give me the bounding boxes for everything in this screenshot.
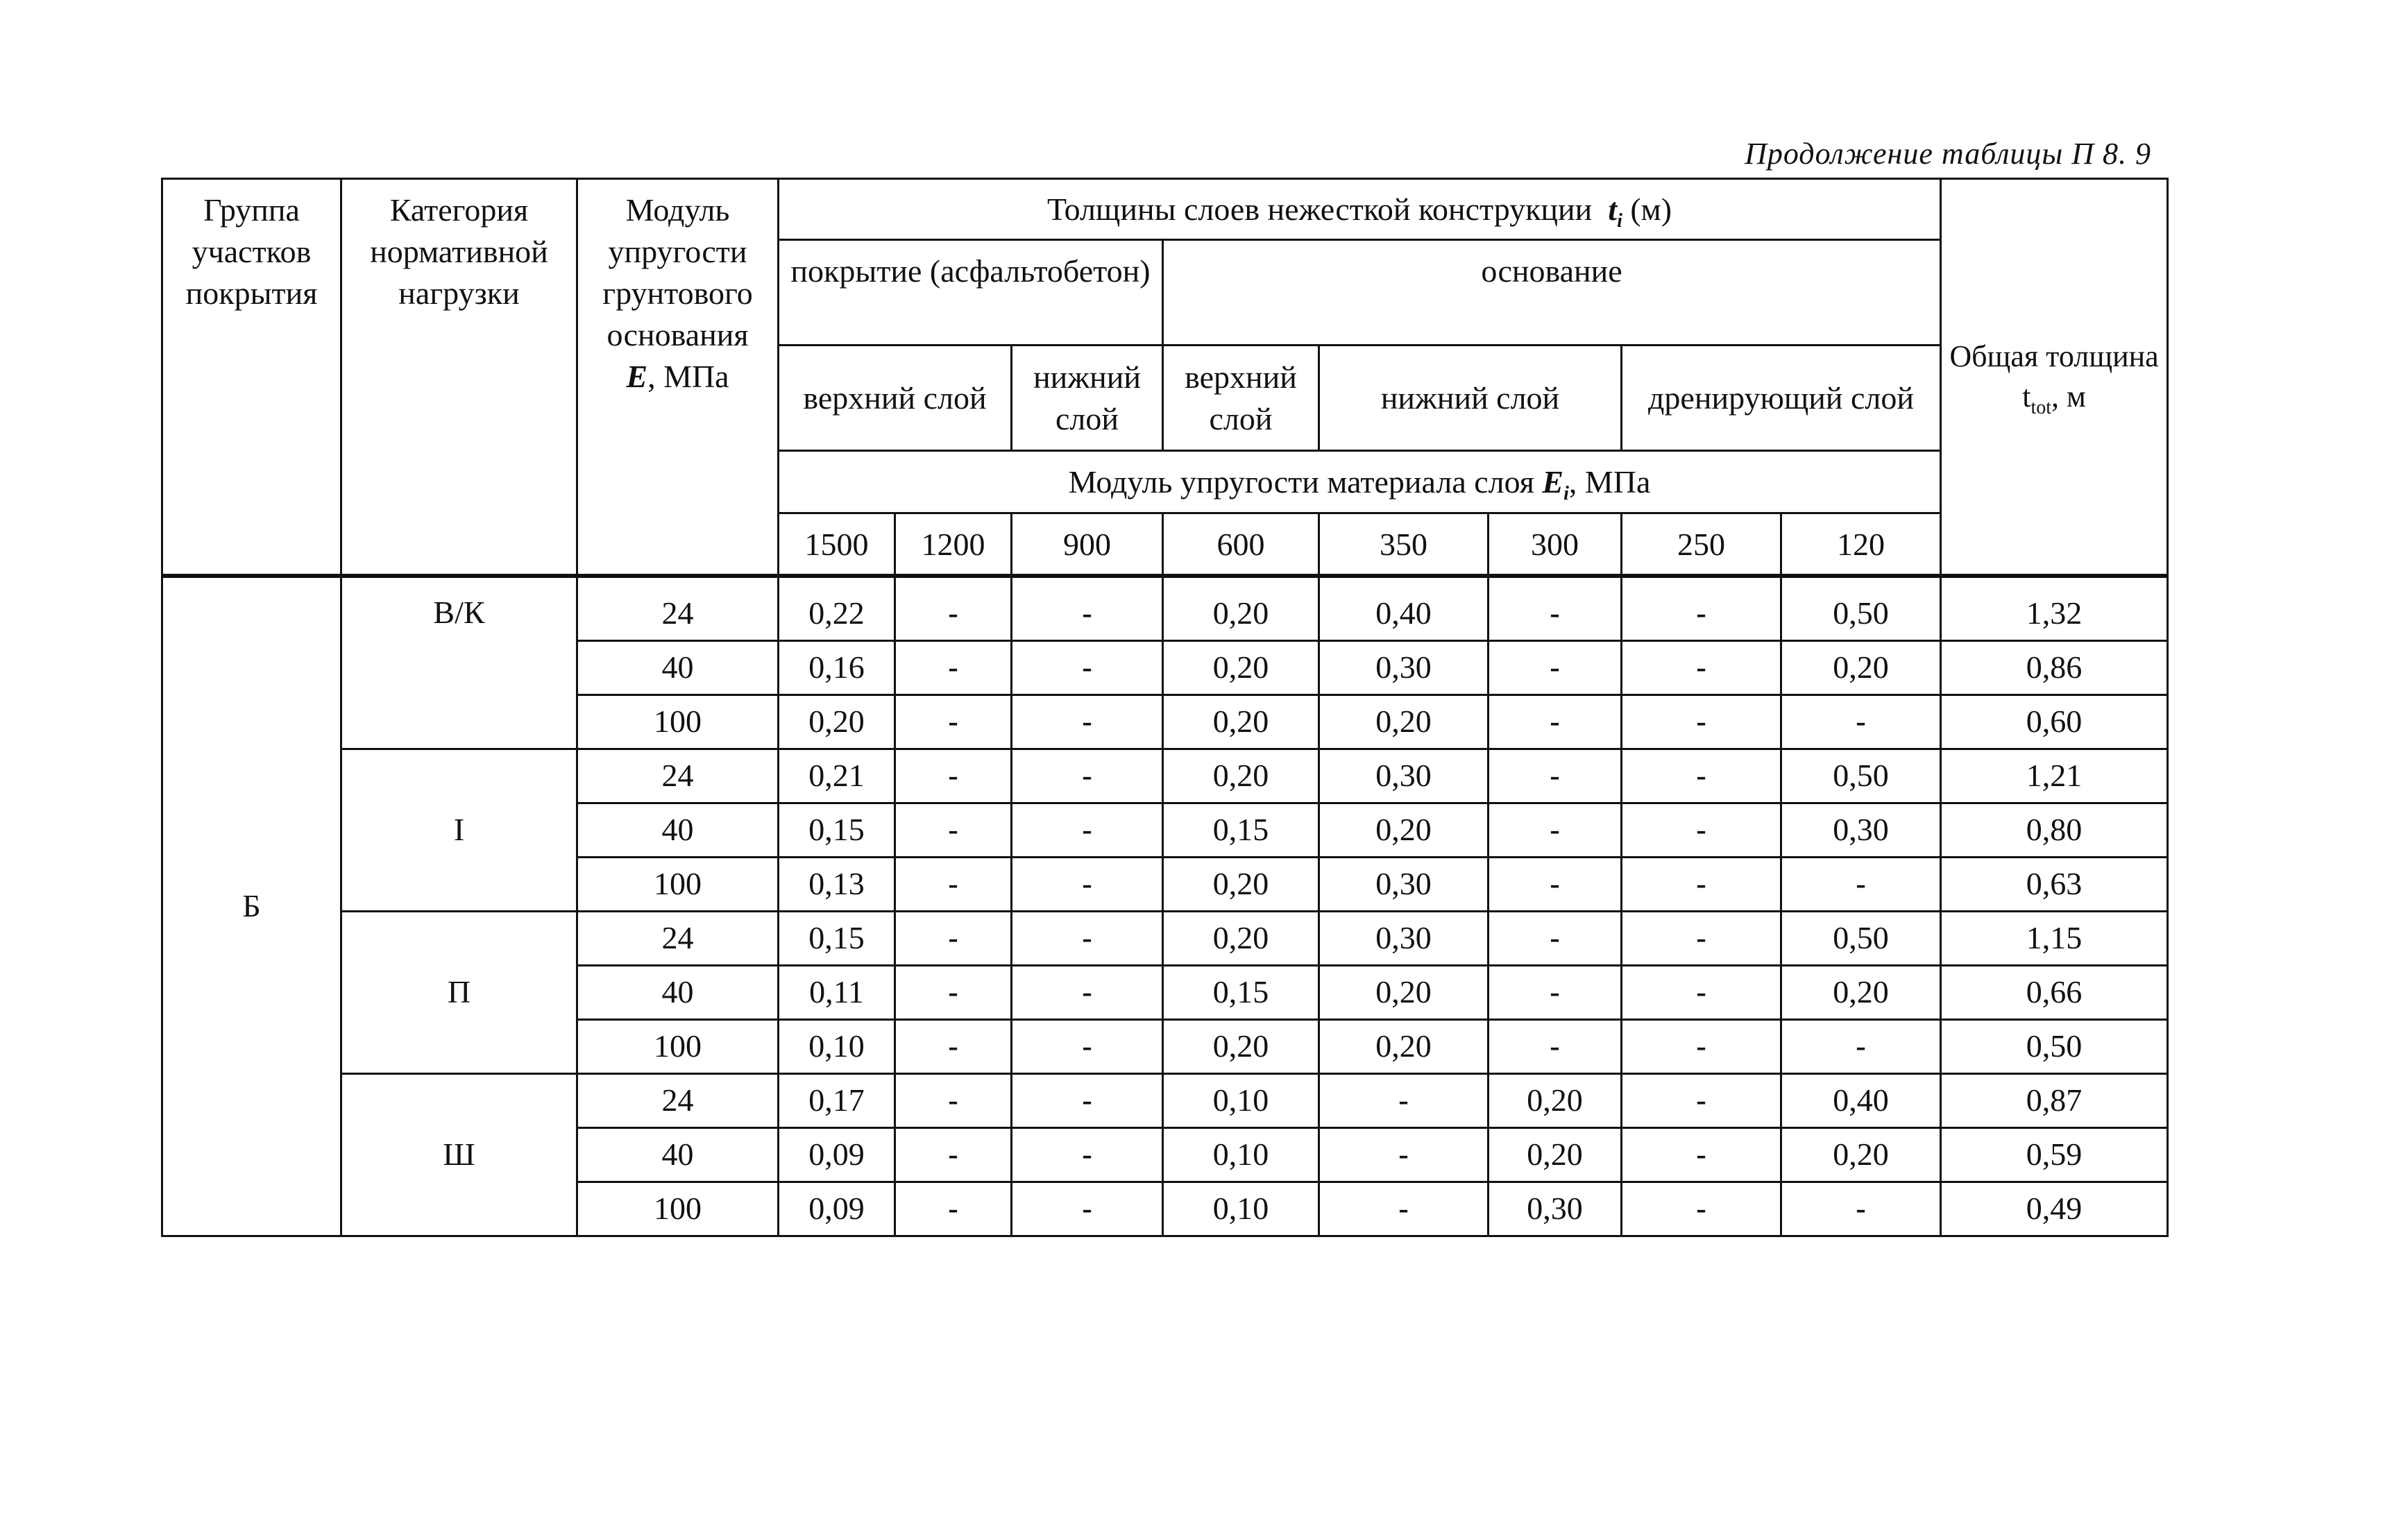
thickness-cell: 0,30 xyxy=(1319,640,1489,695)
thickness-cell: - xyxy=(1012,803,1163,857)
thickness-cell: - xyxy=(1622,911,1781,965)
thickness-cell: - xyxy=(895,576,1012,641)
total-thickness-cell: 1,15 xyxy=(1941,911,2168,965)
pavement-thickness-table xyxy=(161,178,2169,1237)
thickness-cell: - xyxy=(1622,749,1781,803)
total-thickness-cell: 0,59 xyxy=(1941,1127,2168,1182)
thickness-cell: 0,30 xyxy=(1319,857,1489,911)
thickness-cell: - xyxy=(1012,1182,1163,1236)
table-caption: Продолжение таблицы П 8. 9 xyxy=(1745,137,2151,171)
thickness-cell: - xyxy=(1489,803,1622,857)
thickness-cell: - xyxy=(1781,695,1941,749)
soil-modulus-cell: 100 xyxy=(577,695,779,749)
modulus-300: 300 xyxy=(1489,513,1622,576)
thickness-cell: - xyxy=(1622,640,1781,695)
thickness-cell: - xyxy=(1012,857,1163,911)
thickness-cell: 0,10 xyxy=(1163,1073,1319,1127)
thickness-cell: 0,10 xyxy=(1163,1127,1319,1182)
soil-modulus-cell: 100 xyxy=(577,1019,779,1073)
soil-modulus-cell: 24 xyxy=(577,749,779,803)
header-drain: дренирующий слой xyxy=(1622,346,1941,451)
total-thickness-cell: 0,60 xyxy=(1941,695,2168,749)
thickness-cell: - xyxy=(1012,640,1163,695)
thickness-cell: - xyxy=(1781,1182,1941,1236)
thickness-cell: 0,20 xyxy=(1163,911,1319,965)
thickness-cell: 0,10 xyxy=(1163,1182,1319,1236)
thickness-cell: 0,50 xyxy=(1781,911,1941,965)
category-label: П xyxy=(341,911,577,1073)
thickness-cell: - xyxy=(1012,1019,1163,1073)
thickness-cell: - xyxy=(895,911,1012,965)
thickness-cell: - xyxy=(1622,1073,1781,1127)
thickness-cell: - xyxy=(895,749,1012,803)
total-thickness-cell: 0,87 xyxy=(1941,1073,2168,1127)
modulus-350: 350 xyxy=(1319,513,1489,576)
thickness-cell: 0,20 xyxy=(1163,857,1319,911)
thickness-cell: - xyxy=(895,1019,1012,1073)
thickness-cell: - xyxy=(1012,965,1163,1019)
thickness-cell: 0,21 xyxy=(779,749,895,803)
thickness-cell: 0,20 xyxy=(1489,1073,1622,1127)
thickness-cell: 0,20 xyxy=(1319,1019,1489,1073)
category-label: В/К xyxy=(341,576,577,749)
modulus-600: 600 xyxy=(1163,513,1319,576)
thickness-cell: 0,30 xyxy=(1781,803,1941,857)
thickness-cell: - xyxy=(1012,911,1163,965)
modulus-120: 120 xyxy=(1781,513,1941,576)
total-thickness-cell: 0,49 xyxy=(1941,1182,2168,1236)
thickness-cell: - xyxy=(1489,911,1622,965)
thickness-cell: - xyxy=(1319,1127,1489,1182)
thickness-cell: 0,50 xyxy=(1781,576,1941,641)
thickness-cell: - xyxy=(1622,857,1781,911)
modulus-900: 900 xyxy=(1012,513,1163,576)
thickness-cell: - xyxy=(895,1182,1012,1236)
thickness-cell: - xyxy=(895,857,1012,911)
thickness-cell: - xyxy=(1012,1073,1163,1127)
total-thickness-cell: 0,80 xyxy=(1941,803,2168,857)
thickness-cell: - xyxy=(1622,965,1781,1019)
thickness-cell: - xyxy=(1012,749,1163,803)
thickness-cell: 0,20 xyxy=(1163,640,1319,695)
total-thickness-cell: 0,66 xyxy=(1941,965,2168,1019)
thickness-cell: - xyxy=(1319,1073,1489,1127)
thickness-cell: - xyxy=(1622,803,1781,857)
total-thickness-cell: 0,86 xyxy=(1941,640,2168,695)
thickness-cell: 0,20 xyxy=(1319,965,1489,1019)
soil-modulus-cell: 100 xyxy=(577,857,779,911)
total-thickness-cell: 0,63 xyxy=(1941,857,2168,911)
thickness-cell: 0,15 xyxy=(779,803,895,857)
header-coating-lower: нижний слой xyxy=(1012,346,1163,451)
thickness-cell: - xyxy=(1489,965,1622,1019)
header-coating-upper: верхний слой xyxy=(779,346,1012,451)
thickness-cell: 0,20 xyxy=(1163,695,1319,749)
thickness-cell: - xyxy=(1489,640,1622,695)
thickness-cell: - xyxy=(895,640,1012,695)
thickness-cell: 0,20 xyxy=(1319,695,1489,749)
header-coating: покрытие (асфальтобетон) xyxy=(779,240,1163,346)
thickness-cell: - xyxy=(1489,857,1622,911)
thickness-cell: - xyxy=(1489,576,1622,641)
modulus-250: 250 xyxy=(1622,513,1781,576)
soil-modulus-cell: 24 xyxy=(577,1073,779,1127)
soil-modulus-cell: 40 xyxy=(577,640,779,695)
thickness-cell: 0,13 xyxy=(779,857,895,911)
total-thickness-cell: 0,50 xyxy=(1941,1019,2168,1073)
soil-modulus-cell: 100 xyxy=(577,1182,779,1236)
total-thickness-cell: 1,21 xyxy=(1941,749,2168,803)
thickness-cell: 0,20 xyxy=(1781,1127,1941,1182)
thickness-cell: 0,20 xyxy=(1163,1019,1319,1073)
header-category: Категория нормативной нагрузки xyxy=(341,179,577,576)
thickness-cell: 0,11 xyxy=(779,965,895,1019)
thickness-cell: 0,22 xyxy=(779,576,895,641)
thickness-cell: 0,09 xyxy=(779,1182,895,1236)
modulus-1200: 1200 xyxy=(895,513,1012,576)
thickness-cell: - xyxy=(1622,695,1781,749)
thickness-cell: - xyxy=(1781,1019,1941,1073)
thickness-cell: - xyxy=(895,803,1012,857)
thickness-cell: - xyxy=(1012,1127,1163,1182)
category-label: Ш xyxy=(341,1073,577,1236)
thickness-cell: 0,20 xyxy=(779,695,895,749)
thickness-cell: - xyxy=(1489,749,1622,803)
thickness-cell: - xyxy=(895,965,1012,1019)
thickness-cell: - xyxy=(895,1127,1012,1182)
thickness-cell: 0,15 xyxy=(1163,803,1319,857)
thickness-cell: 0,15 xyxy=(1163,965,1319,1019)
soil-modulus-cell: 40 xyxy=(577,1127,779,1182)
table-row xyxy=(162,911,2168,965)
header-layer-thickness: Толщины слоев нежесткой конструкции $t_i$ (м) xyxy=(779,179,1941,240)
soil-modulus-cell: 40 xyxy=(577,803,779,857)
header-soil-modulus: Модуль упругости грунтового основания E, МПа xyxy=(577,179,779,576)
thickness-cell: 0,15 xyxy=(779,911,895,965)
thickness-cell: - xyxy=(1622,1019,1781,1073)
table-row xyxy=(162,1073,2168,1127)
thickness-cell: - xyxy=(1012,695,1163,749)
thickness-cell: - xyxy=(1622,576,1781,641)
thickness-cell: 0,40 xyxy=(1781,1073,1941,1127)
thickness-cell: 0,20 xyxy=(1781,965,1941,1019)
thickness-cell: - xyxy=(1781,857,1941,911)
thickness-cell: 0,10 xyxy=(779,1019,895,1073)
thickness-cell: - xyxy=(1319,1182,1489,1236)
total-thickness-cell: 1,32 xyxy=(1941,576,2168,641)
thickness-cell: 0,40 xyxy=(1319,576,1489,641)
thickness-cell: 0,20 xyxy=(1163,749,1319,803)
thickness-cell: 0,20 xyxy=(1489,1127,1622,1182)
header-material-modulus: Модуль упругости материала слоя $E_i$, МПа xyxy=(779,451,1941,513)
group-label: Б xyxy=(162,576,341,1236)
header-base-upper: верхний слой xyxy=(1163,346,1319,451)
thickness-cell: - xyxy=(1489,1019,1622,1073)
thickness-cell: - xyxy=(1622,1182,1781,1236)
table-row xyxy=(162,749,2168,803)
thickness-cell: - xyxy=(1489,695,1622,749)
table-row xyxy=(162,576,2168,641)
header-base-lower: нижний слой xyxy=(1319,346,1622,451)
modulus-1500: 1500 xyxy=(779,513,895,576)
header-base: основание xyxy=(1163,240,1941,346)
thickness-cell: - xyxy=(1622,1127,1781,1182)
soil-modulus-cell: 24 xyxy=(577,576,779,641)
thickness-cell: 0,09 xyxy=(779,1127,895,1182)
thickness-cell: 0,17 xyxy=(779,1073,895,1127)
soil-modulus-cell: 24 xyxy=(577,911,779,965)
thickness-cell: 0,50 xyxy=(1781,749,1941,803)
thickness-cell: 0,16 xyxy=(779,640,895,695)
soil-modulus-cell: 40 xyxy=(577,965,779,1019)
thickness-cell: 0,30 xyxy=(1489,1182,1622,1236)
thickness-cell: - xyxy=(895,1073,1012,1127)
thickness-cell: - xyxy=(1012,576,1163,641)
thickness-cell: 0,20 xyxy=(1319,803,1489,857)
category-label: I xyxy=(341,749,577,911)
thickness-cell: - xyxy=(895,695,1012,749)
thickness-cell: 0,30 xyxy=(1319,749,1489,803)
thickness-cell: 0,20 xyxy=(1163,576,1319,641)
thickness-cell: 0,20 xyxy=(1781,640,1941,695)
thickness-cell: 0,30 xyxy=(1319,911,1489,965)
header-group: Группа участков покрытия xyxy=(162,179,341,576)
header-total-thickness: Общая толщина $t_{tot}$, м xyxy=(1941,179,2168,576)
